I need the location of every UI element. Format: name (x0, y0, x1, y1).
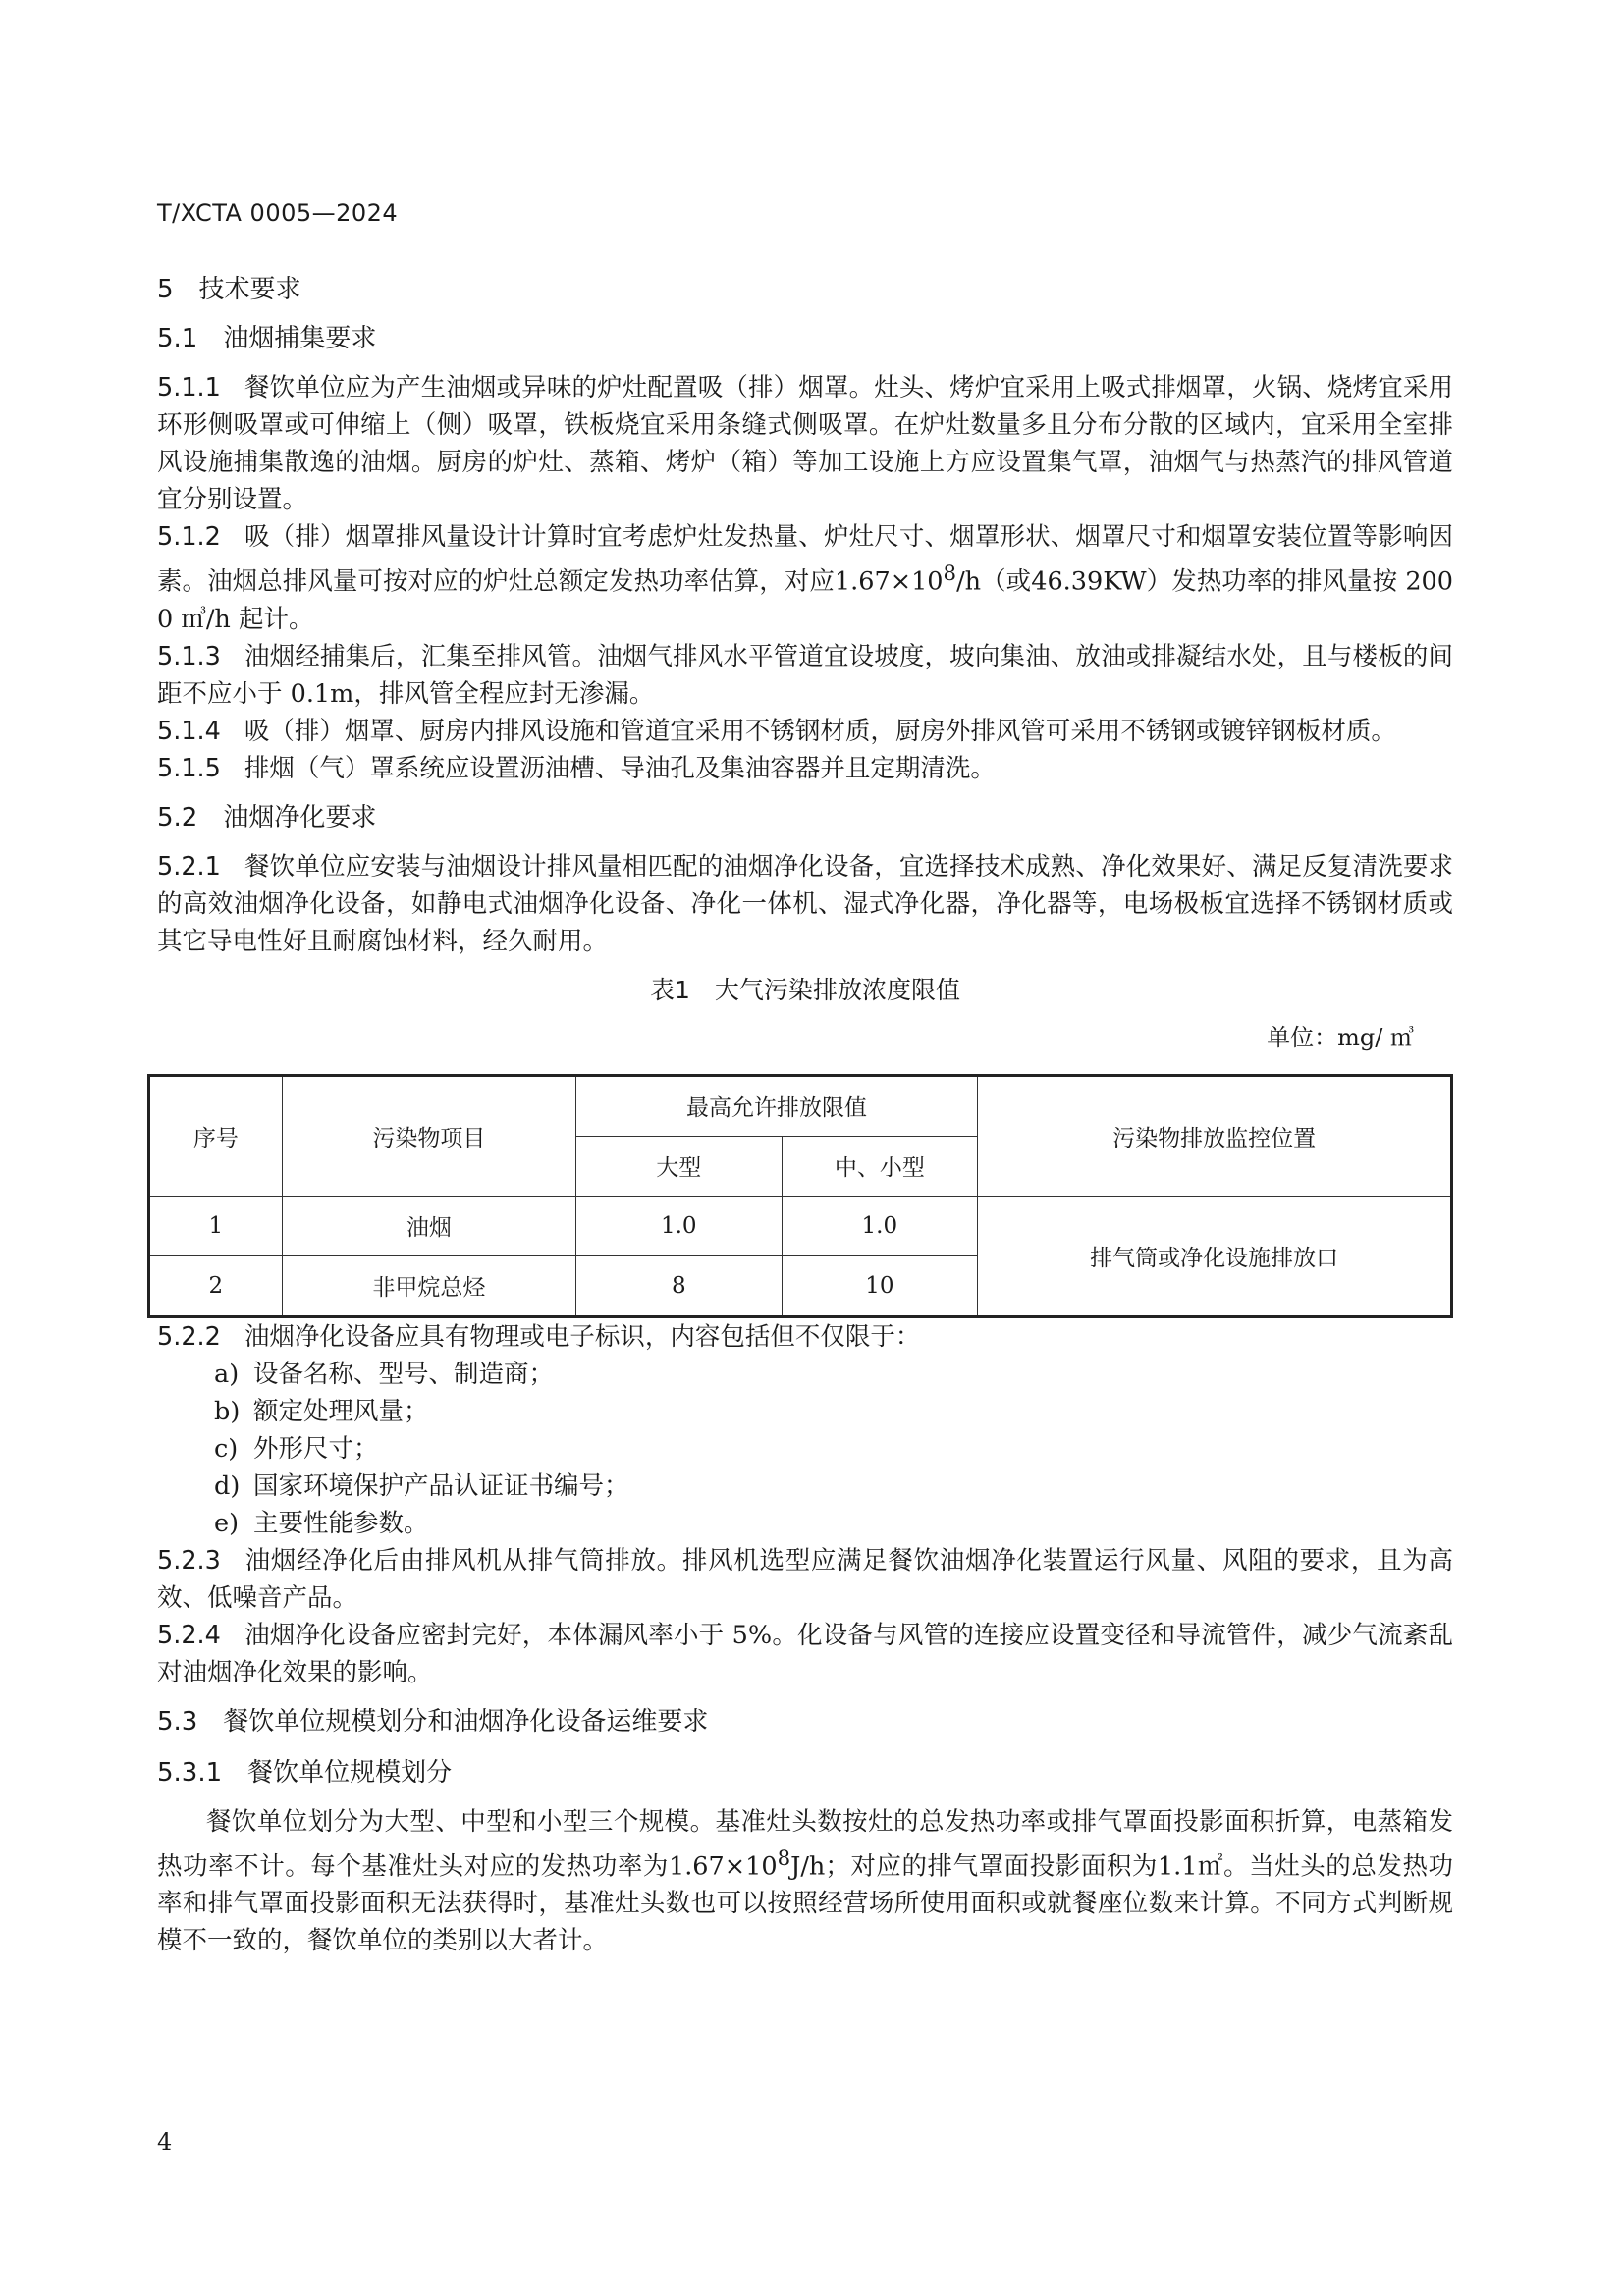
list-item (157, 1430, 1453, 1468)
clause-text: 餐饮单位应安装与油烟设计排风量相匹配的油烟净化设备，宜选择技术成熟、净化效果好、满足反复清洗要求的高效油烟净化设备，如静电式油烟净化设备、净化一体机、湿式净化器，净化器等，电场极板宜选择不锈钢材质或其它导电性好且耐腐蚀材料，经久耐用。 (157, 851, 1453, 956)
header-location: 污染物排放监控位置 (978, 1075, 1452, 1196)
clause-5-1-2 (157, 518, 1453, 638)
cell-large: 8 (575, 1255, 782, 1316)
section-title: 餐饮单位规模划分 (247, 1757, 453, 1788)
label-content-list (157, 1356, 1453, 1542)
clause-number: 5.1.3 (157, 641, 221, 671)
section-number: 5 (157, 275, 174, 304)
list-text: 设备名称、型号、制造商； (253, 1359, 555, 1389)
list-text: 主要性能参数。 (253, 1508, 429, 1538)
exponent: 8 (777, 1845, 791, 1871)
cell-large: 1.0 (575, 1196, 782, 1255)
page-number: 4 (157, 2128, 173, 2156)
clause-number: 5.2.2 (157, 1321, 221, 1352)
clause-5-2-4 (157, 1617, 1453, 1691)
section-number: 5.2 (157, 802, 198, 832)
clause-text: 油烟净化设备应密封完好，本体漏风率小于 5%。化设备与风管的连接应设置变径和导流管件，减少气流紊乱对油烟净化效果的影响。 (157, 1620, 1453, 1687)
clause-5-1-4 (157, 713, 1453, 750)
header-large: 大型 (575, 1136, 782, 1196)
section-title: 技术要求 (198, 275, 301, 304)
clause-5-1-3 (157, 638, 1453, 713)
clause-number: 5.2.3 (157, 1545, 221, 1575)
clause-text-cont: /h（或46.39KW）发热功率的排风量按 2000 ㎥/h 起计。 (157, 566, 1453, 634)
section-5-heading (157, 271, 1453, 308)
clause-5-2-3 (157, 1542, 1453, 1617)
clause-5-3-1-body (157, 1803, 1453, 1960)
clause-number: 5.1.4 (157, 716, 221, 746)
list-item (157, 1505, 1453, 1542)
exponent: 8 (943, 561, 957, 586)
clause-text: 餐饮单位划分为大型、中型和小型三个规模。基准灶头数按灶的总发热功率或排气罩面投影面积折算，电蒸箱发热功率不计。每个基准灶头对应的发热功率为1.67×10 (157, 1806, 1453, 1881)
section-number: 5.3.1 (157, 1757, 223, 1788)
section-title: 油烟捕集要求 (223, 324, 377, 353)
header-seq: 序号 (149, 1075, 283, 1196)
document-body (157, 257, 1453, 1959)
section-5-3-1-heading (157, 1754, 1453, 1791)
clause-number: 5.1.2 (157, 522, 221, 552)
document-page (157, 0, 1453, 2296)
clause-text: 吸（排）烟罩、厨房内排风设施和管道宜采用不锈钢材质，厨房外排风管可采用不锈钢或镀锌钢板材质。 (244, 716, 1396, 746)
cell-seq: 2 (149, 1255, 283, 1316)
cell-small: 1.0 (782, 1196, 978, 1255)
clause-number: 5.1.5 (157, 753, 221, 783)
cell-location: 排气筒或净化设施排放口 (978, 1196, 1452, 1316)
list-item (157, 1468, 1453, 1505)
table-row (149, 1196, 1452, 1255)
clause-text: 油烟经净化后由排风机从排气筒排放。排风机选型应满足餐饮油烟净化装置运行风量、风阻的要求，且为高效、低噪音产品。 (157, 1545, 1453, 1613)
clause-number: 5.2.1 (157, 851, 221, 881)
list-text: 额定处理风量； (253, 1396, 429, 1426)
clause-text: 排烟（气）罩系统应设置沥油槽、导油孔及集油容器并且定期清洗。 (244, 753, 996, 783)
list-marker: c) (214, 1433, 239, 1464)
section-number: 5.1 (157, 324, 198, 353)
clause-text: 油烟净化设备应具有物理或电子标识，内容包括但不仅限于： (244, 1321, 921, 1352)
section-number: 5.3 (157, 1706, 198, 1736)
clause-5-1-1 (157, 369, 1453, 518)
list-marker: e) (214, 1508, 240, 1538)
cell-small: 10 (782, 1255, 978, 1316)
document-id: T/XCTA 0005—2024 (157, 199, 399, 227)
cell-item: 油烟 (282, 1196, 575, 1255)
clause-text: 油烟经捕集后，汇集至排风管。油烟气排风水平管道宜设坡度，坡向集油、放油或排凝结水处，且与楼板的间距不应小于 0.1m，排风管全程应封无渗漏。 (157, 641, 1453, 709)
section-title: 油烟净化要求 (223, 802, 377, 832)
list-marker: a) (214, 1359, 240, 1389)
clause-number: 5.2.4 (157, 1620, 221, 1650)
clause-5-2-2 (157, 1318, 1453, 1356)
header-small: 中、小型 (782, 1136, 978, 1196)
table-header-row (149, 1075, 1452, 1136)
clause-5-1-5 (157, 750, 1453, 787)
list-item (157, 1393, 1453, 1430)
clause-5-2-1 (157, 848, 1453, 960)
section-title: 餐饮单位规模划分和油烟净化设备运维要求 (223, 1706, 709, 1736)
list-marker: b) (214, 1396, 241, 1426)
list-text: 国家环境保护产品认证证书编号； (253, 1470, 629, 1501)
clause-text: 餐饮单位应为产生油烟或异味的炉灶配置吸（排）烟罩。灶头、烤炉宜采用上吸式排烟罩，火锅、烧烤宜采用环形侧吸罩或可伸缩上（侧）吸罩，铁板烧宜采用条缝式侧吸罩。在炉灶数量多且分布分散的区域内，宜采用全室排风设施捕集散逸的油烟。厨房的炉灶、蒸箱、烤炉（箱）等加工设施上方应设置集气罩，油烟气与热蒸汽的排风管道宜分别设置。 (157, 373, 1453, 514)
clause-number: 5.1.1 (157, 373, 221, 402)
cell-seq: 1 (149, 1196, 283, 1255)
table-title: 表1 大气污染排放浓度限值 (650, 975, 960, 1004)
clause-text-cont: J/h；对应的排气罩面投影面积为1.1㎡。当灶头的总发热功率和排气罩面投影面积无法获得时，基准灶头数也可以按照经营场所使用面积或就餐座位数来计算。不同方式判断规模不一致的，餐饮单位的类别以大者计。 (157, 1851, 1453, 1955)
clause-text: 吸（排）烟罩排风量设计计算时宜考虑炉灶发热量、炉灶尺寸、烟罩形状、烟罩尺寸和烟罩安装位置等影响因素。油烟总排风量可按对应的炉灶总额定发热功率估算，对应1.67×10 (157, 522, 1453, 597)
section-5-1-heading (157, 320, 1453, 357)
header-limit: 最高允许排放限值 (575, 1075, 977, 1136)
header-item: 污染物项目 (282, 1075, 575, 1196)
list-marker: d) (214, 1470, 241, 1501)
cell-item: 非甲烷总烃 (282, 1255, 575, 1316)
emission-limits-table (147, 1074, 1453, 1318)
section-5-3-heading (157, 1703, 1453, 1740)
list-text: 外形尺寸； (253, 1433, 379, 1464)
list-item (157, 1356, 1453, 1393)
table-unit: 单位：mg/ ㎥ (1267, 1023, 1414, 1051)
section-5-2-heading (157, 799, 1453, 836)
